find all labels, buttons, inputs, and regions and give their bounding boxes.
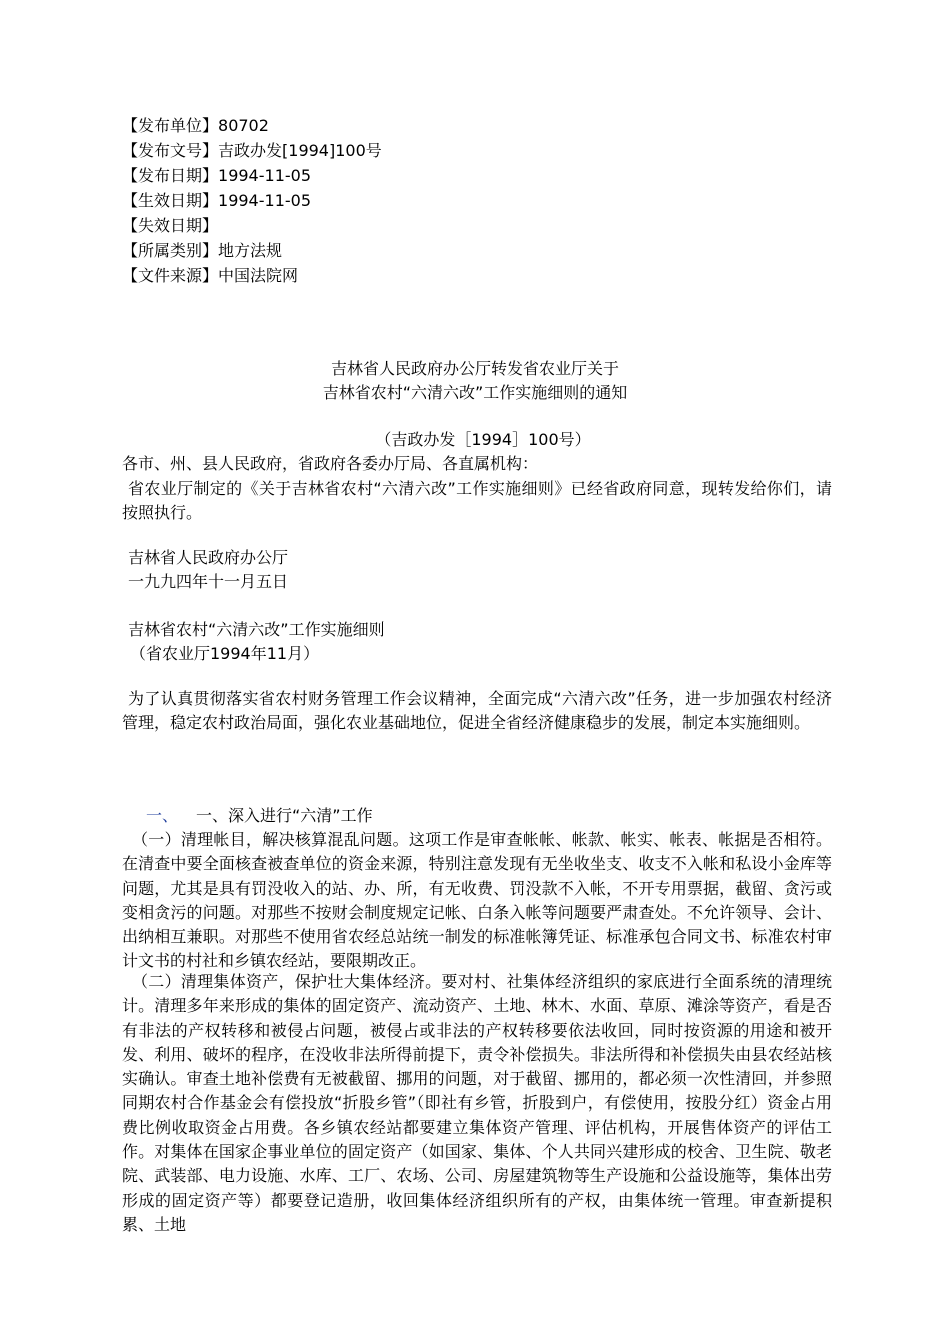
- meta-value: 1994-11-05: [218, 191, 311, 210]
- meta-row: [122, 264, 298, 288]
- meta-label: 【发布文号】: [122, 141, 219, 160]
- meta-label: 【失效日期】: [122, 216, 219, 235]
- meta-label: 【所属类别】: [122, 241, 219, 260]
- addressee: 各市、州、县人民政府，省政府各委办厅局、各直属机构：: [122, 454, 539, 473]
- meta-row: [122, 164, 311, 188]
- preamble-paragraph: 为了认真贯彻落实省农村财务管理工作会议精神，全面完成“六清六改”任务，进一步加强农村经济管理，稳定农村政治局面，强化农业基础地位，促进全省经济健康稳步的发展，制定本实施细则。: [122, 689, 832, 733]
- section-paragraph-2: （二）清理集体资产，保护壮大集体经济。要对村、社集体经济组织的家底进行全面系统的清理统计。清理多年来形成的集体的固定资产、流动资产、土地、林木、水面、草原、滩涂等资产，看是否有非法的产权转移和被侵占问题，被侵占或非法的产权转移要依法收回，同时按资源的用途和被开发、利用、破坏的程序，在没收非法所得前提下，责令补偿损失。非法所得和补偿损失由县农经站核实确认。审查土地补偿费有无被截留、挪用的问题，对于截留、挪用的，都必须一次性清回，并参照同期农村合作基金会有偿投放“折股乡管”（即社有乡管，折股到户，有偿使用，按股分红）资金占用费比例收取资金占用费。各乡镇农经站都要建立集体资产管理、评估机构，开展售体资产的评估工作。对集体在国家企事业单位的固定资产（如国家、集体、个人共同兴建形成的校舍、卫生院、敬老院、武装部、电力设施、水库、工厂、农场、公司、房屋建筑物等生产设施和公益设施等，集体出劳形成的固定资产等）都要登记造册，收回集体经济组织所有的产权，由集体统一管理。审查新提积累、土地: [122, 972, 832, 1234]
- section-title: 一、深入进行“六清”工作: [196, 806, 373, 825]
- intro-paragraph: 省农业厅制定的《关于吉林省农村“六清六改”工作实施细则》已经省政府同意，现转发给你们，请按照执行。: [122, 479, 832, 523]
- meta-value: 地方法规: [218, 241, 283, 260]
- meta-value: 中国法院网: [218, 266, 299, 285]
- meta-value: 1994-11-05: [218, 166, 311, 185]
- meta-row: [122, 139, 382, 163]
- meta-value: 80702: [218, 116, 269, 135]
- document-title-line2: 吉林省农村“六清六改”工作实施细则的通知: [322, 383, 628, 402]
- signature-org: 吉林省人民政府办公厅: [128, 548, 289, 567]
- section-paragraph-1: （一）清理帐目，解决核算混乱问题。这项工作是审查帐帐、帐款、帐实、帐表、帐据是否相符。在清查中要全面核查被查单位的资金来源，特别注意发现有无坐收坐支、收支不入帐和私设小金库等问题，尤其是具有罚没收入的站、办、所，有无收费、罚没款不入帐，不开专用票据，截留、贪污或变相贪污的问题。对那些不按财会制度规定记帐、白条入帐等问题要严肃查处。不允许领导、会计、出纳相互兼职。对那些不使用省农经总站统一制发的标准帐簿凭证、标准承包合同文书、标准农村审计文书的村社和乡镇农经站，要限期改正。: [122, 830, 832, 971]
- document-title-line1: 吉林省人民政府办公厅转发省农业厅关于: [330, 359, 619, 378]
- rules-source: （省农业厅1994年11月）: [130, 644, 320, 663]
- meta-label: 【发布单位】: [122, 116, 219, 135]
- meta-label: 【文件来源】: [122, 266, 219, 285]
- meta-row: [122, 114, 269, 138]
- signature-date: 一九九四年十一月五日: [128, 572, 289, 591]
- meta-row: [122, 239, 282, 263]
- section-heading: [146, 804, 373, 828]
- meta-label: 【生效日期】: [122, 191, 219, 210]
- section-prefix: 一、: [146, 806, 179, 825]
- meta-row: [122, 189, 311, 213]
- meta-row: [122, 214, 218, 238]
- meta-value: 吉政办发[1994]100号: [218, 141, 382, 160]
- meta-label: 【发布日期】: [122, 166, 219, 185]
- rules-title: 吉林省农村“六清六改”工作实施细则: [128, 620, 385, 639]
- document-number: （吉政办发［1994］100号）: [375, 430, 591, 449]
